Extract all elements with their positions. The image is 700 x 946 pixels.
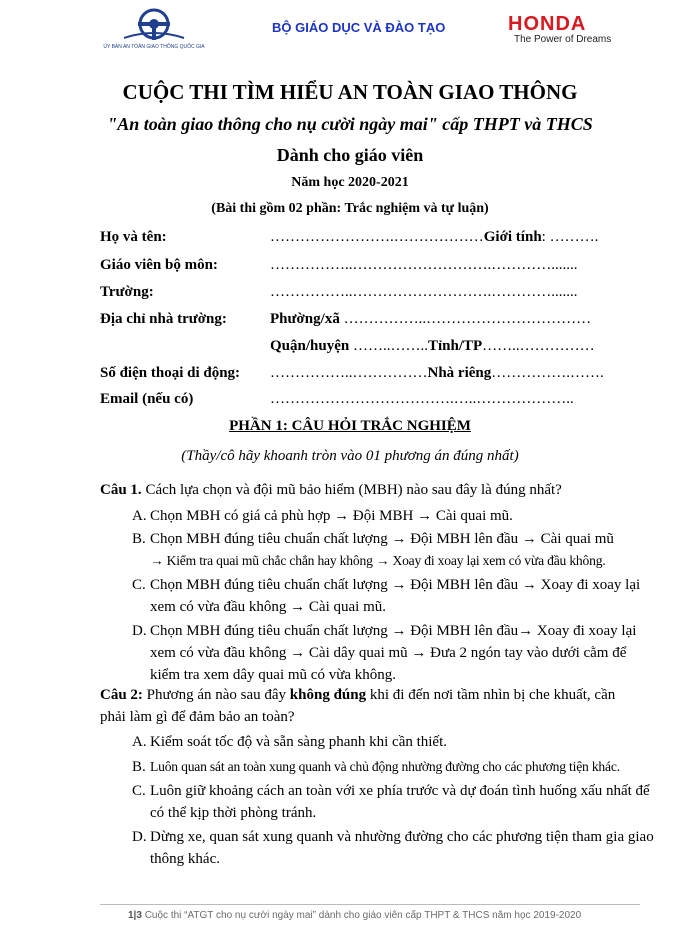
subject-label: Giáo viên bộ môn: — [100, 257, 218, 273]
q2-option-a[interactable] — [132, 731, 658, 753]
q1-option-c-text: Chọn MBH đúng tiêu chuẩn chất lượng → Đội MBH lên đầu → Xoay đi xoay lại xem có vừa đầu không → Cài quai mũ. — [150, 577, 641, 615]
honda-tagline: The Power of Dreams — [514, 34, 612, 45]
page-number: 1|3 — [128, 910, 142, 921]
district-dots: ……..…….. — [352, 338, 428, 354]
q1-option-b-text: Chọn MBH đúng tiêu chuẩn chất lượng → Đội MBH lên đầu → Cài quai mũ — [150, 531, 614, 547]
contest-subtitle: "An toàn giao thông cho nụ cười ngày mai" cấp THPT và THCS — [107, 114, 593, 134]
question-2-text-before: Phương án nào sau đây — [146, 687, 287, 703]
province-dots: ……..…………… — [482, 338, 595, 354]
part1-heading: PHẦN 1: CÂU HỎI TRẮC NGHIỆM — [229, 418, 471, 434]
q2-option-c[interactable] — [132, 780, 658, 824]
honda-name: HONDA — [508, 13, 587, 35]
q2-option-b[interactable] — [132, 756, 658, 778]
question-2 — [100, 684, 640, 728]
ward-label: Phường/xã — [270, 311, 340, 327]
committee-emblem-icon — [122, 8, 186, 44]
q2-option-c-letter: C. — [132, 783, 146, 799]
q2-option-a-letter: A. — [132, 734, 147, 750]
district-field[interactable] — [270, 338, 595, 355]
school-field[interactable]: ……………..……………………….…………....... — [270, 284, 578, 300]
part1-instruction: (Thầy/cô hãy khoanh tròn vào 01 phương án đúng nhất) — [181, 448, 519, 464]
school-year: Năm học 2020-2021 — [291, 175, 409, 190]
q1-option-b-letter: B. — [132, 531, 146, 547]
gender-dots: : ………. — [541, 229, 599, 245]
question-1 — [100, 479, 640, 501]
subject-field[interactable]: ……………..……………………….…………....... — [270, 257, 578, 273]
q1-option-d-text: Chọn MBH đúng tiêu chuẩn chất lượng → Đội MBH lên đầu→ Xoay đi xoay lại xem có vừa đầu không → Cài dây quai mũ → Đưa 2 ngón tay vào dưới cằm để kiểm tra xem dây quai mũ có vừa không. — [150, 623, 637, 683]
q2-option-c-text: Luôn giữ khoảng cách an toàn với xe phía trước và dự đoán tình huống xấu nhất để có thể kịp thời phòng tránh. — [150, 783, 650, 821]
audience-title: Dành cho giáo viên — [276, 145, 424, 165]
exam-note: (Bài thi gồm 02 phần: Trắc nghiệm và tự luận) — [211, 201, 489, 216]
q2-option-d-text: Dừng xe, quan sát xung quanh và nhường đường cho các phương tiện tham gia giao thông khác. — [150, 829, 654, 867]
ward-field[interactable] — [270, 311, 591, 328]
q1-option-a-text: Chọn MBH có giá cả phù hợp → Đội MBH → Cài quai mũ. — [150, 508, 513, 524]
ward-dots: ……………..…………………………… — [343, 311, 592, 327]
q1-option-c[interactable] — [132, 574, 658, 618]
q2-option-b-text: Luôn quan sát an toàn xung quanh và chủ động nhường đường cho các phương tiện khác. — [150, 759, 620, 774]
gender-label: Giới tính — [483, 229, 542, 245]
footer-divider — [100, 904, 640, 905]
q2-option-b-letter: B. — [132, 759, 146, 775]
province-label: Tỉnh/TP — [427, 338, 483, 354]
mobile-field[interactable] — [270, 365, 604, 382]
q1-option-b-line2: → Kiểm tra quai mũ chắc chắn hay không → Xoay đi xoay lại xem có vừa đầu không. — [150, 553, 606, 568]
district-label: Quận/huyện — [270, 338, 350, 354]
mobile-dots: ……………..…………… — [270, 365, 428, 381]
q1-option-b[interactable] — [132, 528, 658, 550]
mobile-label: Số điện thoại di động: — [100, 365, 241, 381]
school-label: Trường: — [100, 284, 154, 300]
q1-option-c-letter: C. — [132, 577, 146, 593]
q2-option-d-letter: D. — [132, 829, 147, 845]
email-label: Email (nếu có) — [100, 391, 194, 407]
question-2-text-after: khi đi đến nơi tầm nhìn bị che khuất, cần phải làm gì để đảm bảo an toàn? — [100, 687, 616, 725]
address-label: Địa chỉ nhà trường: — [100, 311, 227, 327]
q2-option-d[interactable] — [132, 826, 658, 870]
committee-logo — [96, 8, 212, 54]
contest-title: CUỘC THI TÌM HIỂU AN TOÀN GIAO THÔNG — [122, 80, 578, 104]
question-2-label: Câu 2: — [100, 687, 143, 703]
q1-option-a-letter: A. — [132, 508, 147, 524]
home-phone-label: Nhà riêng — [427, 365, 492, 381]
committee-caption: ỦY BAN AN TOÀN GIAO THÔNG QUỐC GIA — [103, 44, 205, 50]
honda-logo — [508, 14, 628, 46]
name-label: Họ và tên: — [100, 229, 167, 245]
question-1-text: Cách lựa chọn và đội mũ bảo hiểm (MBH) nào sau đây là đúng nhất? — [145, 482, 562, 498]
q2-option-a-text: Kiểm soát tốc độ và sẵn sàng phanh khi cần thiết. — [150, 734, 448, 750]
home-phone-dots: …………….……. — [491, 365, 604, 381]
question-2-text-bold: không đúng — [289, 687, 367, 703]
name-dots: …………………….……………… — [270, 229, 484, 245]
name-field[interactable] — [270, 229, 598, 246]
q1-option-d-letter: D. — [132, 623, 147, 639]
q1-option-d[interactable] — [132, 620, 658, 686]
email-field[interactable]: ……………………………….…..……………….. — [270, 391, 574, 407]
question-1-label: Câu 1. — [100, 482, 142, 498]
q1-option-a[interactable] — [132, 505, 658, 527]
page-footer — [128, 910, 581, 921]
ministry-title: BỘ GIÁO DỤC VÀ ĐÀO TẠO — [272, 20, 446, 35]
footer-text: Cuộc thi “ATGT cho nụ cười ngày mai” dành cho giáo viên cấp THPT & THCS năm học 2019-2020 — [144, 910, 582, 921]
